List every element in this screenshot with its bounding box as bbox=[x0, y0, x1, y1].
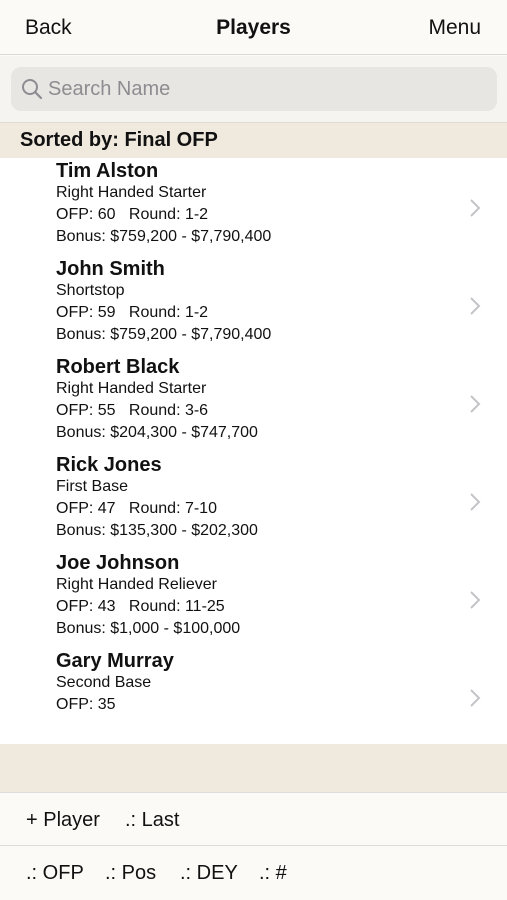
player-position: Shortstop bbox=[56, 282, 125, 299]
player-position: Right Handed Starter bbox=[56, 380, 207, 397]
sort-last-button[interactable]: .: Last bbox=[125, 809, 180, 831]
player-position: Right Handed Reliever bbox=[56, 576, 217, 593]
player-bonus: Bonus: $759,200 - $7,790,400 bbox=[56, 228, 272, 245]
player-name: Gary Murray bbox=[56, 650, 174, 672]
player-row[interactable] bbox=[0, 354, 507, 452]
player-position: Second Base bbox=[56, 674, 152, 691]
page-title: Players bbox=[216, 16, 291, 39]
player-bonus: Bonus: $135,300 - $202,300 bbox=[56, 522, 258, 539]
bottom-toolbar bbox=[0, 846, 507, 900]
player-row[interactable] bbox=[0, 648, 507, 746]
player-stats: OFP: 55 Round: 3-6 bbox=[56, 402, 209, 419]
player-stats: OFP: 47 Round: 7-10 bbox=[56, 500, 217, 517]
chevron-right-icon bbox=[469, 492, 481, 512]
player-name: Rick Jones bbox=[56, 454, 162, 476]
sort-ofp-button[interactable]: .: OFP bbox=[26, 862, 84, 884]
search-input[interactable] bbox=[48, 67, 478, 111]
player-row[interactable] bbox=[0, 452, 507, 550]
player-name: Joe Johnson bbox=[56, 552, 180, 574]
back-button[interactable]: Back bbox=[25, 16, 72, 39]
player-stats: OFP: 59 Round: 1-2 bbox=[56, 304, 209, 321]
player-stats: OFP: 43 Round: 11-25 bbox=[56, 598, 225, 615]
list-footer-spacer bbox=[0, 744, 507, 792]
player-bonus: Bonus: $759,200 - $7,790,400 bbox=[56, 326, 272, 343]
chevron-right-icon bbox=[469, 590, 481, 610]
player-row[interactable] bbox=[0, 550, 507, 648]
chevron-right-icon bbox=[469, 688, 481, 708]
sort-dey-button[interactable]: .: DEY bbox=[180, 862, 238, 884]
chevron-right-icon bbox=[469, 296, 481, 316]
player-name: Tim Alston bbox=[56, 160, 159, 182]
player-bonus: Bonus: $204,300 - $747,700 bbox=[56, 424, 258, 441]
player-position: First Base bbox=[56, 478, 129, 495]
player-name: Robert Black bbox=[56, 356, 180, 378]
sort-number-button[interactable]: .: # bbox=[259, 862, 287, 884]
sort-pos-button[interactable]: .: Pos bbox=[105, 862, 157, 884]
player-stats: OFP: 35 bbox=[56, 696, 116, 713]
players-list bbox=[0, 158, 507, 744]
player-stats: OFP: 60 Round: 1-2 bbox=[56, 206, 209, 223]
search-icon bbox=[21, 78, 43, 100]
top-toolbar bbox=[0, 792, 507, 846]
search-bar bbox=[0, 56, 507, 122]
menu-button[interactable]: Menu bbox=[428, 16, 481, 39]
sort-section-header bbox=[0, 122, 507, 158]
search-field-container[interactable] bbox=[11, 67, 497, 111]
navigation-bar bbox=[0, 0, 507, 55]
player-row[interactable] bbox=[0, 256, 507, 354]
player-name: John Smith bbox=[56, 258, 165, 280]
player-bonus: Bonus: $1,000 - $100,000 bbox=[56, 620, 241, 637]
chevron-right-icon bbox=[469, 198, 481, 218]
sort-label: Sorted by: Final OFP bbox=[20, 129, 218, 151]
player-row[interactable] bbox=[0, 158, 507, 256]
chevron-right-icon bbox=[469, 394, 481, 414]
add-player-button[interactable]: + Player bbox=[26, 809, 100, 831]
player-position: Right Handed Starter bbox=[56, 184, 207, 201]
